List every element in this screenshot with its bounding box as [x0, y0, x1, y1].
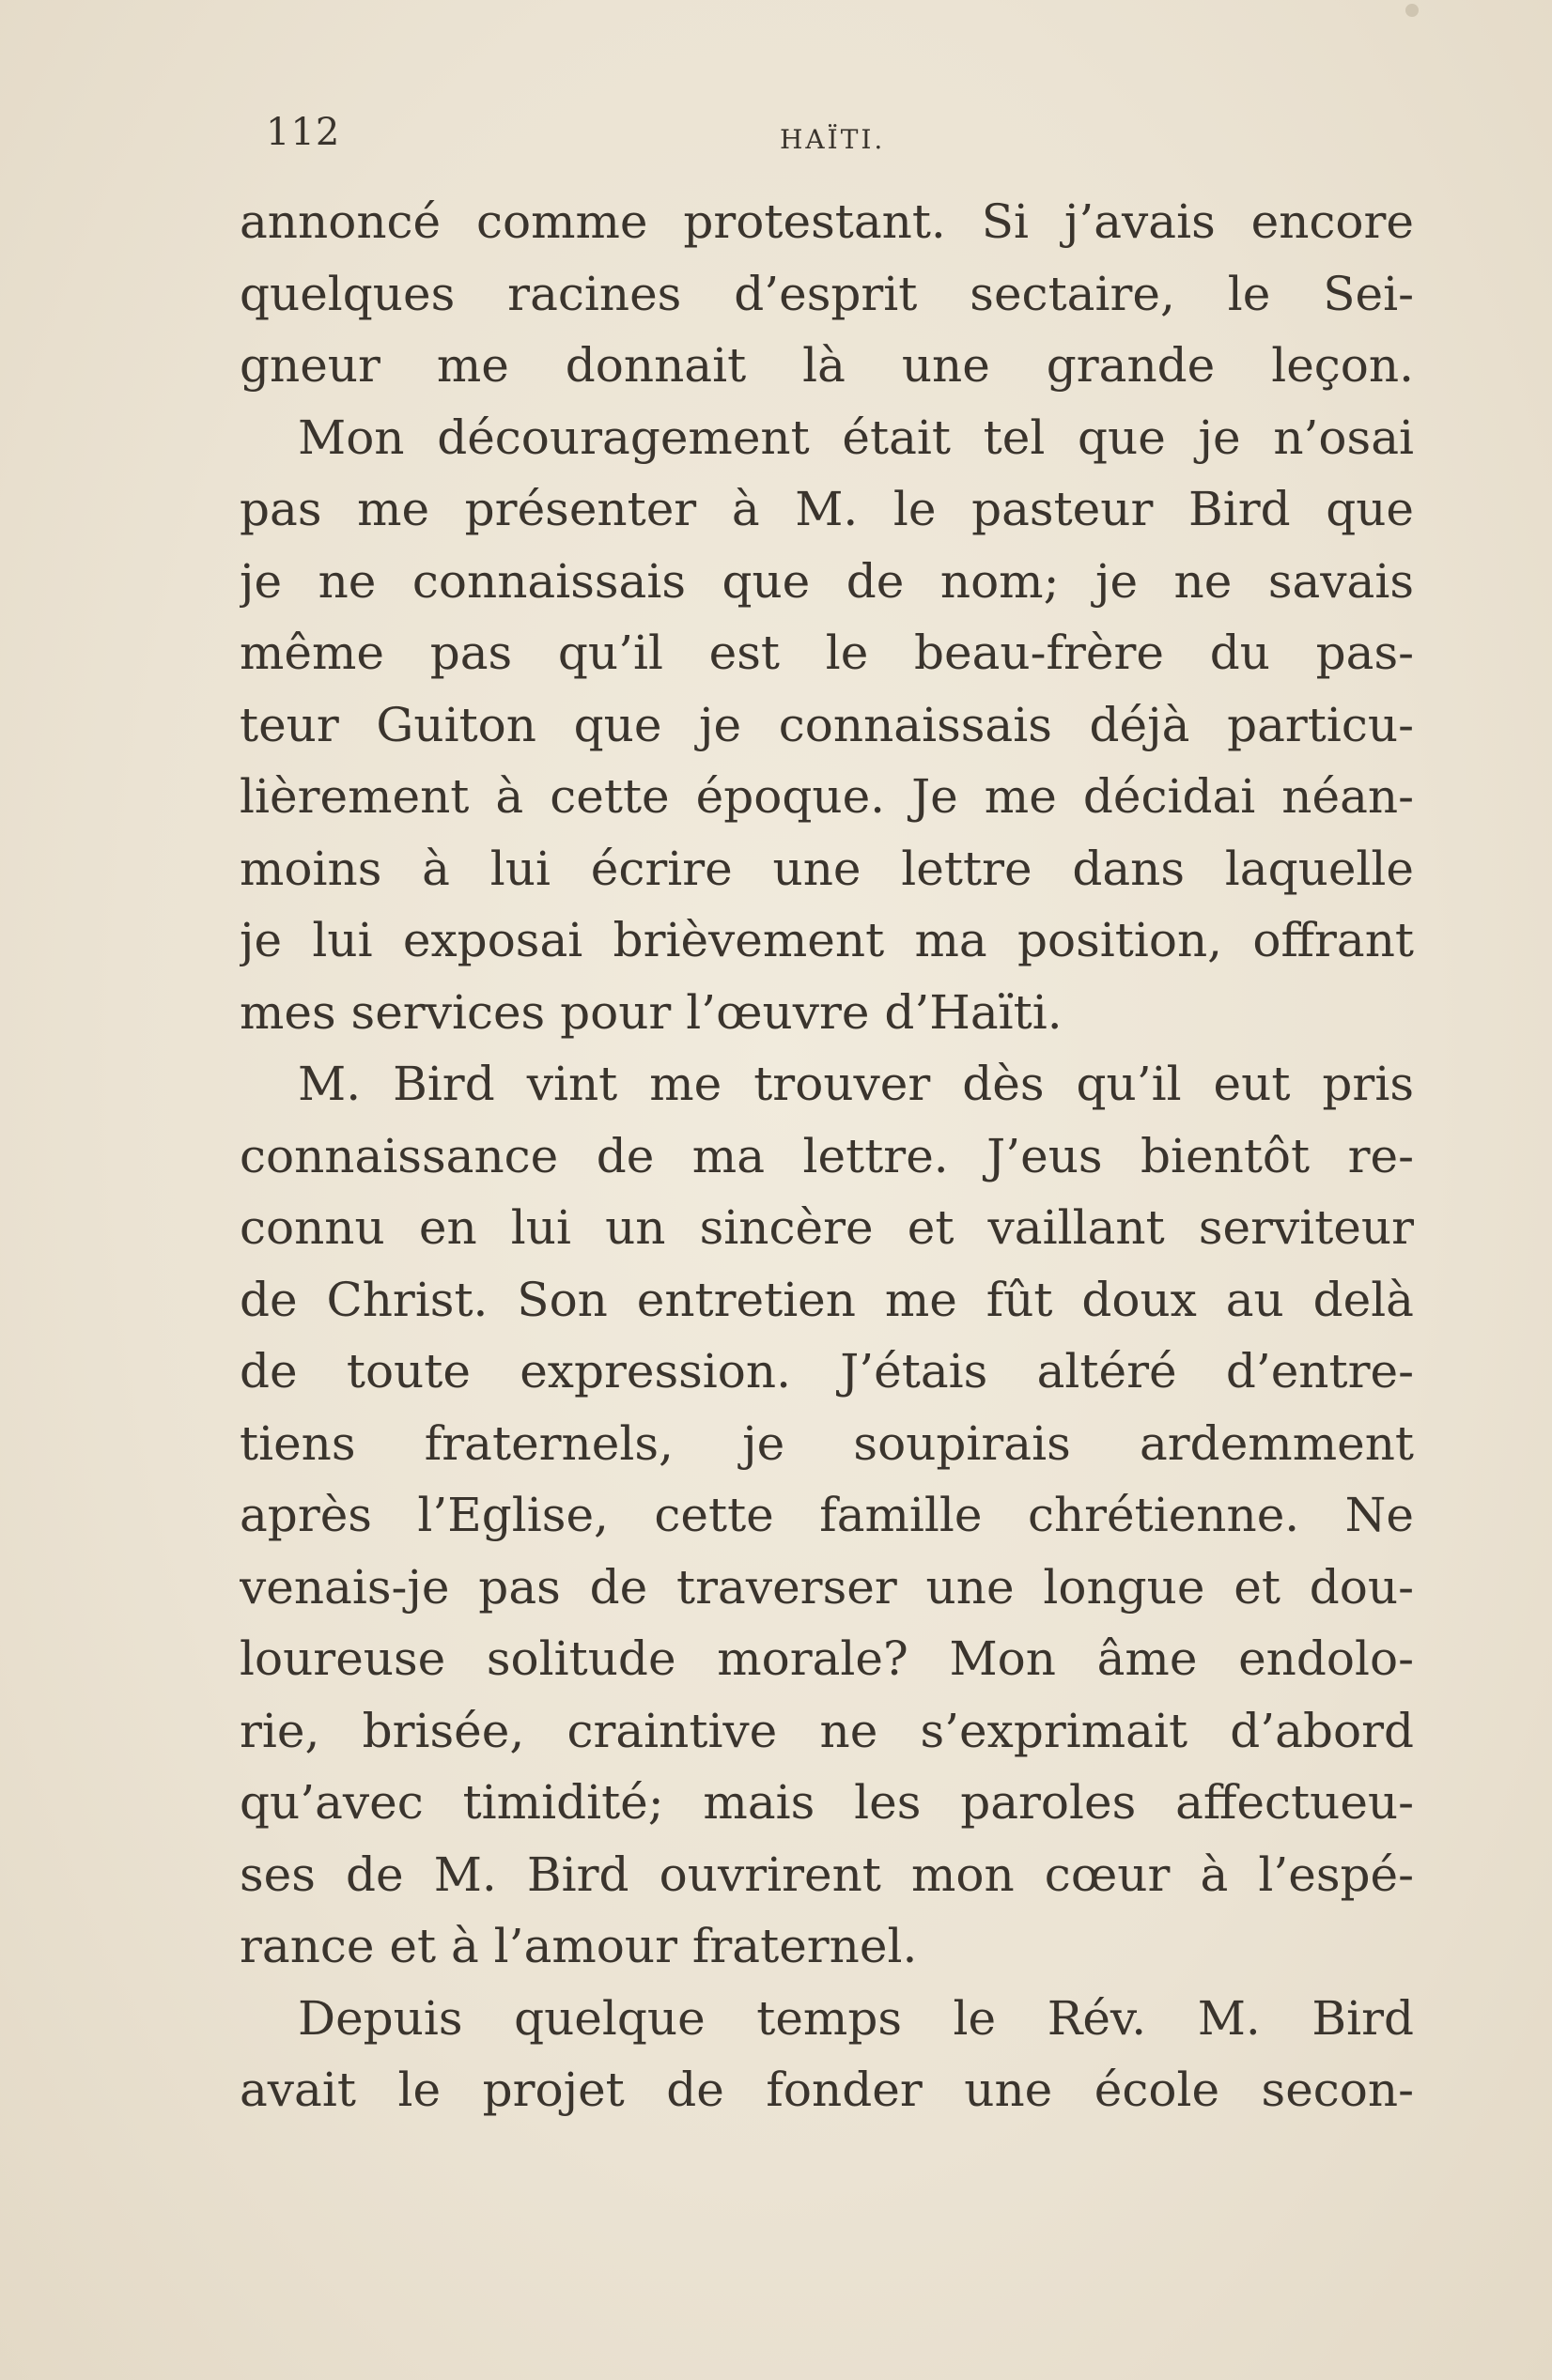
text-line: même pas qu’il est le beau-frère du pas-	[240, 626, 1414, 680]
text-line: teur Guiton que je connaissais déjà particu-	[240, 697, 1414, 752]
text-line: de Christ. Son entretien me fût doux au delà	[240, 1272, 1414, 1327]
text-line: connu en lui un sincère et vaillant serviteur	[240, 1200, 1414, 1255]
page-number: 112	[266, 111, 341, 154]
text-line: annoncé comme protestant. Si j’avais encore	[240, 194, 1414, 249]
text-line: rie, brisée, craintive ne s’exprimait d’abord	[240, 1703, 1414, 1758]
text-line: ses de M. Bird ouvrirent mon cœur à l’espé-	[240, 1847, 1414, 1902]
page-header	[266, 111, 1412, 167]
text-line: qu’avec timidité; mais les paroles affectueu-	[240, 1775, 1414, 1830]
text-line: connaissance de ma lettre. J’eus bientôt re-	[240, 1128, 1414, 1183]
text-line: tiens fraternels, je soupirais ardemment	[240, 1415, 1414, 1471]
running-title: HAÏTI.	[780, 124, 886, 155]
text-line: lièrement à cette époque. Je me décidai néan-	[240, 769, 1414, 824]
text-line: venais-je pas de traverser une longue et dou-	[240, 1559, 1414, 1615]
text-line: Depuis quelque temps le Rév. M. Bird	[298, 1990, 1414, 2046]
text-line: avait le projet de fonder une école secon-	[240, 2063, 1414, 2117]
text-line: quelques racines d’esprit sectaire, le Sei-	[240, 266, 1414, 321]
text-line: de toute expression. J’étais altéré d’entre-	[240, 1344, 1414, 1399]
text-line: après l’Eglise, cette famille chrétienne. Ne	[240, 1488, 1414, 1542]
text-line: moins à lui écrire une lettre dans laquelle	[240, 841, 1414, 896]
body-text	[240, 186, 1414, 2126]
text-line: M. Bird vint me trouver dès qu’il eut pris	[298, 1057, 1414, 1111]
text-line: gneur me donnait là une grande leçon.	[240, 338, 1414, 393]
text-line: mes services pour l’œuvre d’Haïti.	[240, 984, 1063, 1040]
text-line: rance et à l’amour fraternel.	[240, 1919, 918, 1973]
text-line: loureuse solitude morale? Mon âme endolo-	[240, 1631, 1414, 1686]
paper-spot	[1405, 4, 1419, 17]
text-line: Mon découragement était tel que je n’osai	[298, 410, 1414, 465]
text-line: je lui exposai brièvement ma position, offrant	[240, 913, 1414, 967]
text-line: je ne connaissais que de nom; je ne savais	[240, 553, 1414, 609]
text-line: pas me présenter à M. le pasteur Bird que	[240, 482, 1414, 536]
